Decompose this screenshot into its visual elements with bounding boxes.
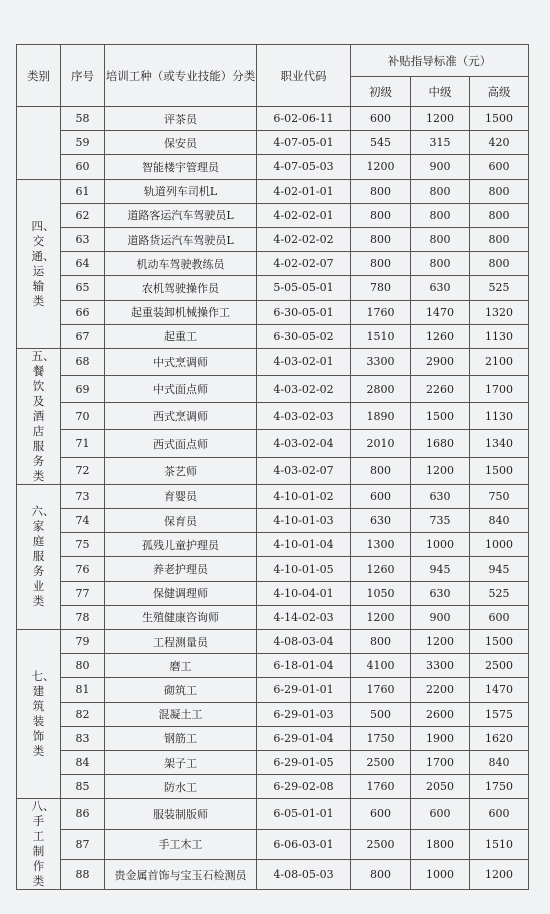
middle-cell: 630 <box>411 484 470 508</box>
job-cell: 砌筑工 <box>105 678 257 702</box>
table-row <box>17 203 529 227</box>
table-row <box>17 376 529 403</box>
middle-cell: 1200 <box>411 107 470 131</box>
senior-cell: 1200 <box>470 859 529 889</box>
middle-cell: 2200 <box>411 678 470 702</box>
job-cell: 道路客运汽车驾驶员L <box>105 203 257 227</box>
senior-cell: 2100 <box>470 348 529 375</box>
middle-cell: 3300 <box>411 654 470 678</box>
job-cell: 中式面点师 <box>105 376 257 403</box>
middle-cell: 800 <box>411 227 470 251</box>
middle-cell: 1260 <box>411 324 470 348</box>
seq-cell: 80 <box>61 654 105 678</box>
table-row <box>17 799 529 829</box>
job-cell: 评茶员 <box>105 107 257 131</box>
seq-cell: 68 <box>61 348 105 375</box>
job-cell: 手工木工 <box>105 829 257 859</box>
middle-cell: 1800 <box>411 829 470 859</box>
middle-cell: 2900 <box>411 348 470 375</box>
senior-cell: 800 <box>470 252 529 276</box>
category-label: 八、手工制作类 <box>31 799 55 889</box>
job-cell: 混凝土工 <box>105 702 257 726</box>
middle-cell: 315 <box>411 131 470 155</box>
job-cell: 孤残儿童护理员 <box>105 533 257 557</box>
code-cell: 4-02-02-07 <box>257 252 351 276</box>
seq-cell: 81 <box>61 678 105 702</box>
junior-cell: 1760 <box>351 775 411 799</box>
category-label: 六、家庭服务业类 <box>31 504 55 609</box>
table-row <box>17 107 529 131</box>
job-cell: 保育员 <box>105 509 257 533</box>
code-cell: 4-07-05-03 <box>257 155 351 179</box>
code-cell: 4-10-01-02 <box>257 484 351 508</box>
job-cell: 保安员 <box>105 131 257 155</box>
table-header <box>17 45 529 107</box>
middle-cell: 945 <box>411 557 470 581</box>
middle-cell: 2260 <box>411 376 470 403</box>
seq-cell: 59 <box>61 131 105 155</box>
code-cell: 6-30-05-02 <box>257 324 351 348</box>
junior-cell: 1260 <box>351 557 411 581</box>
seq-cell: 62 <box>61 203 105 227</box>
header-subsidy-group: 补贴指导标准（元） <box>351 45 529 77</box>
table-row <box>17 726 529 750</box>
senior-cell: 1320 <box>470 300 529 324</box>
junior-cell: 4100 <box>351 654 411 678</box>
job-cell: 智能楼宇管理员 <box>105 155 257 179</box>
junior-cell: 1890 <box>351 403 411 430</box>
table-row <box>17 859 529 889</box>
seq-cell: 63 <box>61 227 105 251</box>
table-row <box>17 227 529 251</box>
table-row <box>17 654 529 678</box>
code-cell: 6-30-05-01 <box>257 300 351 324</box>
code-cell: 6-05-01-01 <box>257 799 351 829</box>
header-middle: 中级 <box>411 77 470 107</box>
table-row <box>17 581 529 605</box>
header-seq: 序号 <box>61 45 105 107</box>
senior-cell: 525 <box>470 581 529 605</box>
middle-cell: 600 <box>411 799 470 829</box>
job-cell: 保健调理师 <box>105 581 257 605</box>
junior-cell: 1200 <box>351 155 411 179</box>
senior-cell: 1130 <box>470 324 529 348</box>
senior-cell: 600 <box>470 799 529 829</box>
job-cell: 西式面点师 <box>105 430 257 457</box>
middle-cell: 1680 <box>411 430 470 457</box>
junior-cell: 800 <box>351 859 411 889</box>
junior-cell: 2500 <box>351 750 411 774</box>
senior-cell: 1750 <box>470 775 529 799</box>
code-cell: 4-10-01-04 <box>257 533 351 557</box>
junior-cell: 500 <box>351 702 411 726</box>
seq-cell: 69 <box>61 376 105 403</box>
senior-cell: 2500 <box>470 654 529 678</box>
seq-cell: 60 <box>61 155 105 179</box>
category-cell <box>17 348 61 484</box>
senior-cell: 1500 <box>470 107 529 131</box>
senior-cell: 800 <box>470 227 529 251</box>
category-cell <box>17 179 61 348</box>
code-cell: 4-03-02-07 <box>257 457 351 484</box>
junior-cell: 1200 <box>351 605 411 629</box>
table-row <box>17 179 529 203</box>
middle-cell: 1900 <box>411 726 470 750</box>
senior-cell: 1620 <box>470 726 529 750</box>
table-row <box>17 829 529 859</box>
junior-cell: 1760 <box>351 300 411 324</box>
junior-cell: 1760 <box>351 678 411 702</box>
junior-cell: 800 <box>351 457 411 484</box>
category-label: 四、交通、运输类 <box>31 218 55 308</box>
seq-cell: 86 <box>61 799 105 829</box>
job-cell: 轨道列车司机L <box>105 179 257 203</box>
senior-cell: 945 <box>470 557 529 581</box>
senior-cell: 600 <box>470 155 529 179</box>
middle-cell: 1200 <box>411 630 470 654</box>
code-cell: 4-10-01-03 <box>257 509 351 533</box>
seq-cell: 66 <box>61 300 105 324</box>
code-cell: 4-10-01-05 <box>257 557 351 581</box>
junior-cell: 800 <box>351 252 411 276</box>
senior-cell: 840 <box>470 509 529 533</box>
seq-cell: 64 <box>61 252 105 276</box>
junior-cell: 1510 <box>351 324 411 348</box>
junior-cell: 2800 <box>351 376 411 403</box>
junior-cell: 1050 <box>351 581 411 605</box>
junior-cell: 800 <box>351 630 411 654</box>
middle-cell: 1000 <box>411 533 470 557</box>
category-label: 七、建筑装饰类 <box>31 669 55 759</box>
middle-cell: 1700 <box>411 750 470 774</box>
table-row <box>17 678 529 702</box>
senior-cell: 800 <box>470 203 529 227</box>
seq-cell: 79 <box>61 630 105 654</box>
middle-cell: 800 <box>411 203 470 227</box>
seq-cell: 71 <box>61 430 105 457</box>
junior-cell: 800 <box>351 227 411 251</box>
middle-cell: 900 <box>411 155 470 179</box>
table-body <box>17 107 529 890</box>
category-cell <box>17 630 61 799</box>
job-cell: 起重工 <box>105 324 257 348</box>
code-cell: 4-03-02-03 <box>257 403 351 430</box>
code-cell: 4-10-04-01 <box>257 581 351 605</box>
table-row <box>17 276 529 300</box>
job-cell: 起重装卸机械操作工 <box>105 300 257 324</box>
subsidy-standards-table <box>16 44 529 890</box>
seq-cell: 84 <box>61 750 105 774</box>
job-cell: 茶艺师 <box>105 457 257 484</box>
job-cell: 钢筋工 <box>105 726 257 750</box>
middle-cell: 800 <box>411 179 470 203</box>
middle-cell: 630 <box>411 276 470 300</box>
table-row <box>17 750 529 774</box>
junior-cell: 600 <box>351 484 411 508</box>
code-cell: 4-02-02-01 <box>257 203 351 227</box>
seq-cell: 58 <box>61 107 105 131</box>
seq-cell: 74 <box>61 509 105 533</box>
seq-cell: 82 <box>61 702 105 726</box>
header-category: 类别 <box>17 45 61 107</box>
table-row <box>17 403 529 430</box>
senior-cell: 1000 <box>470 533 529 557</box>
code-cell: 6-29-01-05 <box>257 750 351 774</box>
table-row <box>17 557 529 581</box>
code-cell: 6-02-06-11 <box>257 107 351 131</box>
middle-cell: 800 <box>411 252 470 276</box>
senior-cell: 1470 <box>470 678 529 702</box>
job-cell: 工程测量员 <box>105 630 257 654</box>
code-cell: 6-29-01-04 <box>257 726 351 750</box>
seq-cell: 73 <box>61 484 105 508</box>
job-cell: 磨工 <box>105 654 257 678</box>
job-cell: 服装制版师 <box>105 799 257 829</box>
job-cell: 西式烹调师 <box>105 403 257 430</box>
code-cell: 4-03-02-02 <box>257 376 351 403</box>
job-cell: 育婴员 <box>105 484 257 508</box>
junior-cell: 2500 <box>351 829 411 859</box>
junior-cell: 630 <box>351 509 411 533</box>
table-row <box>17 509 529 533</box>
code-cell: 4-03-02-01 <box>257 348 351 375</box>
code-cell: 4-02-01-01 <box>257 179 351 203</box>
middle-cell: 1200 <box>411 457 470 484</box>
middle-cell: 1470 <box>411 300 470 324</box>
table-row <box>17 131 529 155</box>
header-code: 职业代码 <box>257 45 351 107</box>
job-cell: 中式烹调师 <box>105 348 257 375</box>
senior-cell: 1500 <box>470 457 529 484</box>
senior-cell: 840 <box>470 750 529 774</box>
junior-cell: 545 <box>351 131 411 155</box>
middle-cell: 2050 <box>411 775 470 799</box>
seq-cell: 61 <box>61 179 105 203</box>
senior-cell: 1340 <box>470 430 529 457</box>
middle-cell: 630 <box>411 581 470 605</box>
table-row <box>17 533 529 557</box>
code-cell: 4-03-02-04 <box>257 430 351 457</box>
job-cell: 架子工 <box>105 750 257 774</box>
category-cell <box>17 107 61 180</box>
table-row <box>17 155 529 179</box>
seq-cell: 75 <box>61 533 105 557</box>
junior-cell: 1750 <box>351 726 411 750</box>
middle-cell: 1000 <box>411 859 470 889</box>
middle-cell: 900 <box>411 605 470 629</box>
table-row <box>17 605 529 629</box>
document-page <box>16 44 528 890</box>
seq-cell: 87 <box>61 829 105 859</box>
header-junior: 初级 <box>351 77 411 107</box>
header-job: 培训工种（或专业技能）分类 <box>105 45 257 107</box>
code-cell: 6-18-01-04 <box>257 654 351 678</box>
seq-cell: 78 <box>61 605 105 629</box>
seq-cell: 70 <box>61 403 105 430</box>
code-cell: 4-14-02-03 <box>257 605 351 629</box>
category-label: 五、餐饮及酒店服务类 <box>31 348 55 483</box>
junior-cell: 800 <box>351 203 411 227</box>
table-row <box>17 457 529 484</box>
table-row <box>17 348 529 375</box>
seq-cell: 85 <box>61 775 105 799</box>
code-cell: 4-07-05-01 <box>257 131 351 155</box>
middle-cell: 2600 <box>411 702 470 726</box>
job-cell: 道路货运汽车驾驶员L <box>105 227 257 251</box>
junior-cell: 1300 <box>351 533 411 557</box>
senior-cell: 1510 <box>470 829 529 859</box>
junior-cell: 800 <box>351 179 411 203</box>
senior-cell: 1700 <box>470 376 529 403</box>
code-cell: 6-29-01-01 <box>257 678 351 702</box>
table-row <box>17 775 529 799</box>
junior-cell: 2010 <box>351 430 411 457</box>
senior-cell: 750 <box>470 484 529 508</box>
junior-cell: 780 <box>351 276 411 300</box>
seq-cell: 72 <box>61 457 105 484</box>
seq-cell: 76 <box>61 557 105 581</box>
junior-cell: 600 <box>351 107 411 131</box>
seq-cell: 88 <box>61 859 105 889</box>
job-cell: 农机驾驶操作员 <box>105 276 257 300</box>
junior-cell: 600 <box>351 799 411 829</box>
seq-cell: 65 <box>61 276 105 300</box>
senior-cell: 420 <box>470 131 529 155</box>
table-row <box>17 430 529 457</box>
table-row <box>17 300 529 324</box>
code-cell: 6-29-02-08 <box>257 775 351 799</box>
job-cell: 生殖健康咨询师 <box>105 605 257 629</box>
code-cell: 4-02-02-02 <box>257 227 351 251</box>
table-row <box>17 702 529 726</box>
header-senior: 高级 <box>470 77 529 107</box>
junior-cell: 3300 <box>351 348 411 375</box>
middle-cell: 1500 <box>411 403 470 430</box>
middle-cell: 735 <box>411 509 470 533</box>
seq-cell: 83 <box>61 726 105 750</box>
job-cell: 防水工 <box>105 775 257 799</box>
senior-cell: 600 <box>470 605 529 629</box>
job-cell: 养老护理员 <box>105 557 257 581</box>
code-cell: 5-05-05-01 <box>257 276 351 300</box>
table-row <box>17 484 529 508</box>
senior-cell: 1130 <box>470 403 529 430</box>
seq-cell: 77 <box>61 581 105 605</box>
category-cell <box>17 484 61 629</box>
table-row <box>17 630 529 654</box>
seq-cell: 67 <box>61 324 105 348</box>
table-row <box>17 252 529 276</box>
category-cell <box>17 799 61 890</box>
senior-cell: 1500 <box>470 630 529 654</box>
code-cell: 4-08-05-03 <box>257 859 351 889</box>
job-cell: 机动车驾驶教练员 <box>105 252 257 276</box>
job-cell: 贵金属首饰与宝玉石检测员 <box>105 859 257 889</box>
senior-cell: 800 <box>470 179 529 203</box>
code-cell: 4-08-03-04 <box>257 630 351 654</box>
code-cell: 6-06-03-01 <box>257 829 351 859</box>
senior-cell: 1575 <box>470 702 529 726</box>
senior-cell: 525 <box>470 276 529 300</box>
table-row <box>17 324 529 348</box>
code-cell: 6-29-01-03 <box>257 702 351 726</box>
